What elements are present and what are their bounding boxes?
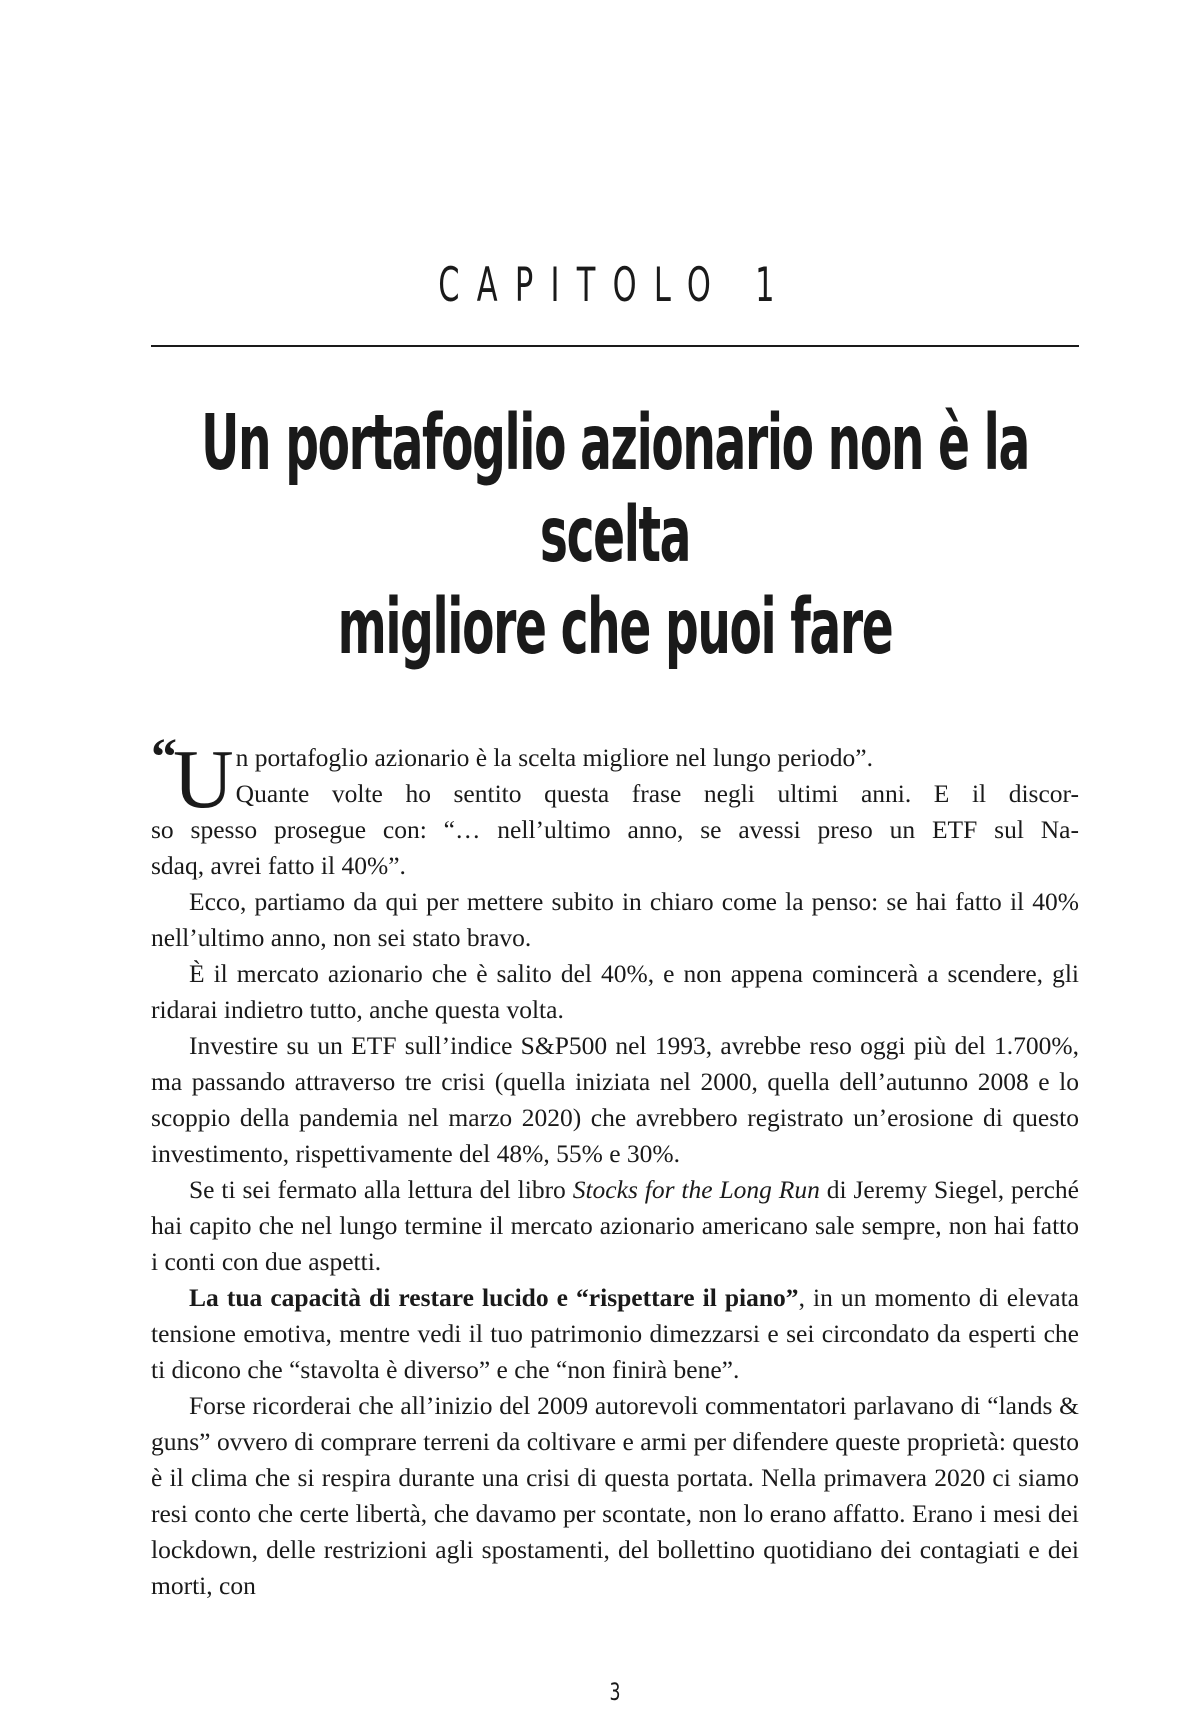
paragraph-5-text-a: Se ti sei fermato alla lettura del libro	[189, 1175, 573, 1204]
paragraph-5	[151, 1172, 1079, 1280]
paragraph-4: Investire su un ETF sull’indice S&P500 nel 1993, avrebbe reso oggi più del 1.700%, ma passando attraverso tre crisi (quella iniziata nel 2000, quella dell’autunno 2008 e lo scoppio della pandemia nel marzo 2020) che avrebbero registrato un’erosione di questo investimento, rispettivamente del 48%, 55% e 30%.	[151, 1031, 1079, 1168]
drop-cap	[151, 729, 234, 826]
book-title: Stocks for the Long Run	[572, 1175, 820, 1204]
chapter-title	[197, 398, 1033, 674]
paragraph-1-line-3: so spesso prosegue con: “… nell’ultimo anno, se avessi preso un ETF sul Na-	[151, 815, 1079, 844]
body-text	[151, 729, 1079, 1604]
chapter-title-line-2: migliore che puoi fare	[337, 583, 893, 672]
paragraph-7: Forse ricorderai che all’inizio del 2009 autorevoli commentatori parlavano di “lands & guns” ovvero di comprare terreni da coltivare e armi per difendere queste proprietà: questo è il clima che si respira durante una crisi di questa portata. Nella primavera 2020 ci siamo resi conto che certe libertà, che davamo per scontate, non lo erano affatto. Erano i mesi dei lockdown, delle restrizioni agli spostamenti, del bollettino quotidiano dei contagiati e dei morti, con	[151, 1391, 1079, 1600]
paragraph-1-line-1: n portafoglio azionario è la scelta migliore nel lungo periodo”.	[235, 743, 873, 772]
opening-quote-mark: “	[151, 729, 173, 786]
paragraph-3: È il mercato azionario che è salito del 40%, e non appena comincerà a scendere, gli ridarai indietro tutto, anche questa volta.	[151, 959, 1079, 1024]
chapter-title-line-1: Un portafoglio azionario non è la scelta	[201, 399, 1029, 580]
paragraph-6	[151, 1280, 1079, 1388]
paragraph-1	[151, 729, 1079, 884]
paragraph-6-text: , in un momento di elevata tensione emotiva, mentre vedi il tuo patrimonio dimezzarsi e sei circondato da esperti che ti dicono che “stavolta è diverso” e che “non finirà bene”.	[151, 1283, 1079, 1384]
paragraph-5-text-b: di Jeremy Siegel, perché hai capito che nel lungo termine il mercato azionario americano sale sempre, non hai fatto i conti con due aspetti.	[151, 1175, 1079, 1276]
paragraph-6-emphasis: La tua capacità di restare lucido e “rispettare il piano”	[189, 1283, 799, 1312]
paragraph-2: Ecco, partiamo da qui per mettere subito in chiaro come la penso: se hai fatto il 40% nell’ultimo anno, non sei stato bravo.	[151, 887, 1079, 952]
chapter-label: CAPITOLO 1	[438, 258, 792, 313]
paragraph-1-line-2: Quante volte ho sentito questa frase negli ultimi anni. E il discor-	[235, 779, 1079, 808]
drop-cap-letter: U	[173, 733, 234, 826]
page-number: 3	[609, 1678, 621, 1706]
paragraph-1-line-4: sdaq, avrei fatto il 40%”.	[151, 851, 406, 880]
chapter-divider	[151, 345, 1079, 347]
